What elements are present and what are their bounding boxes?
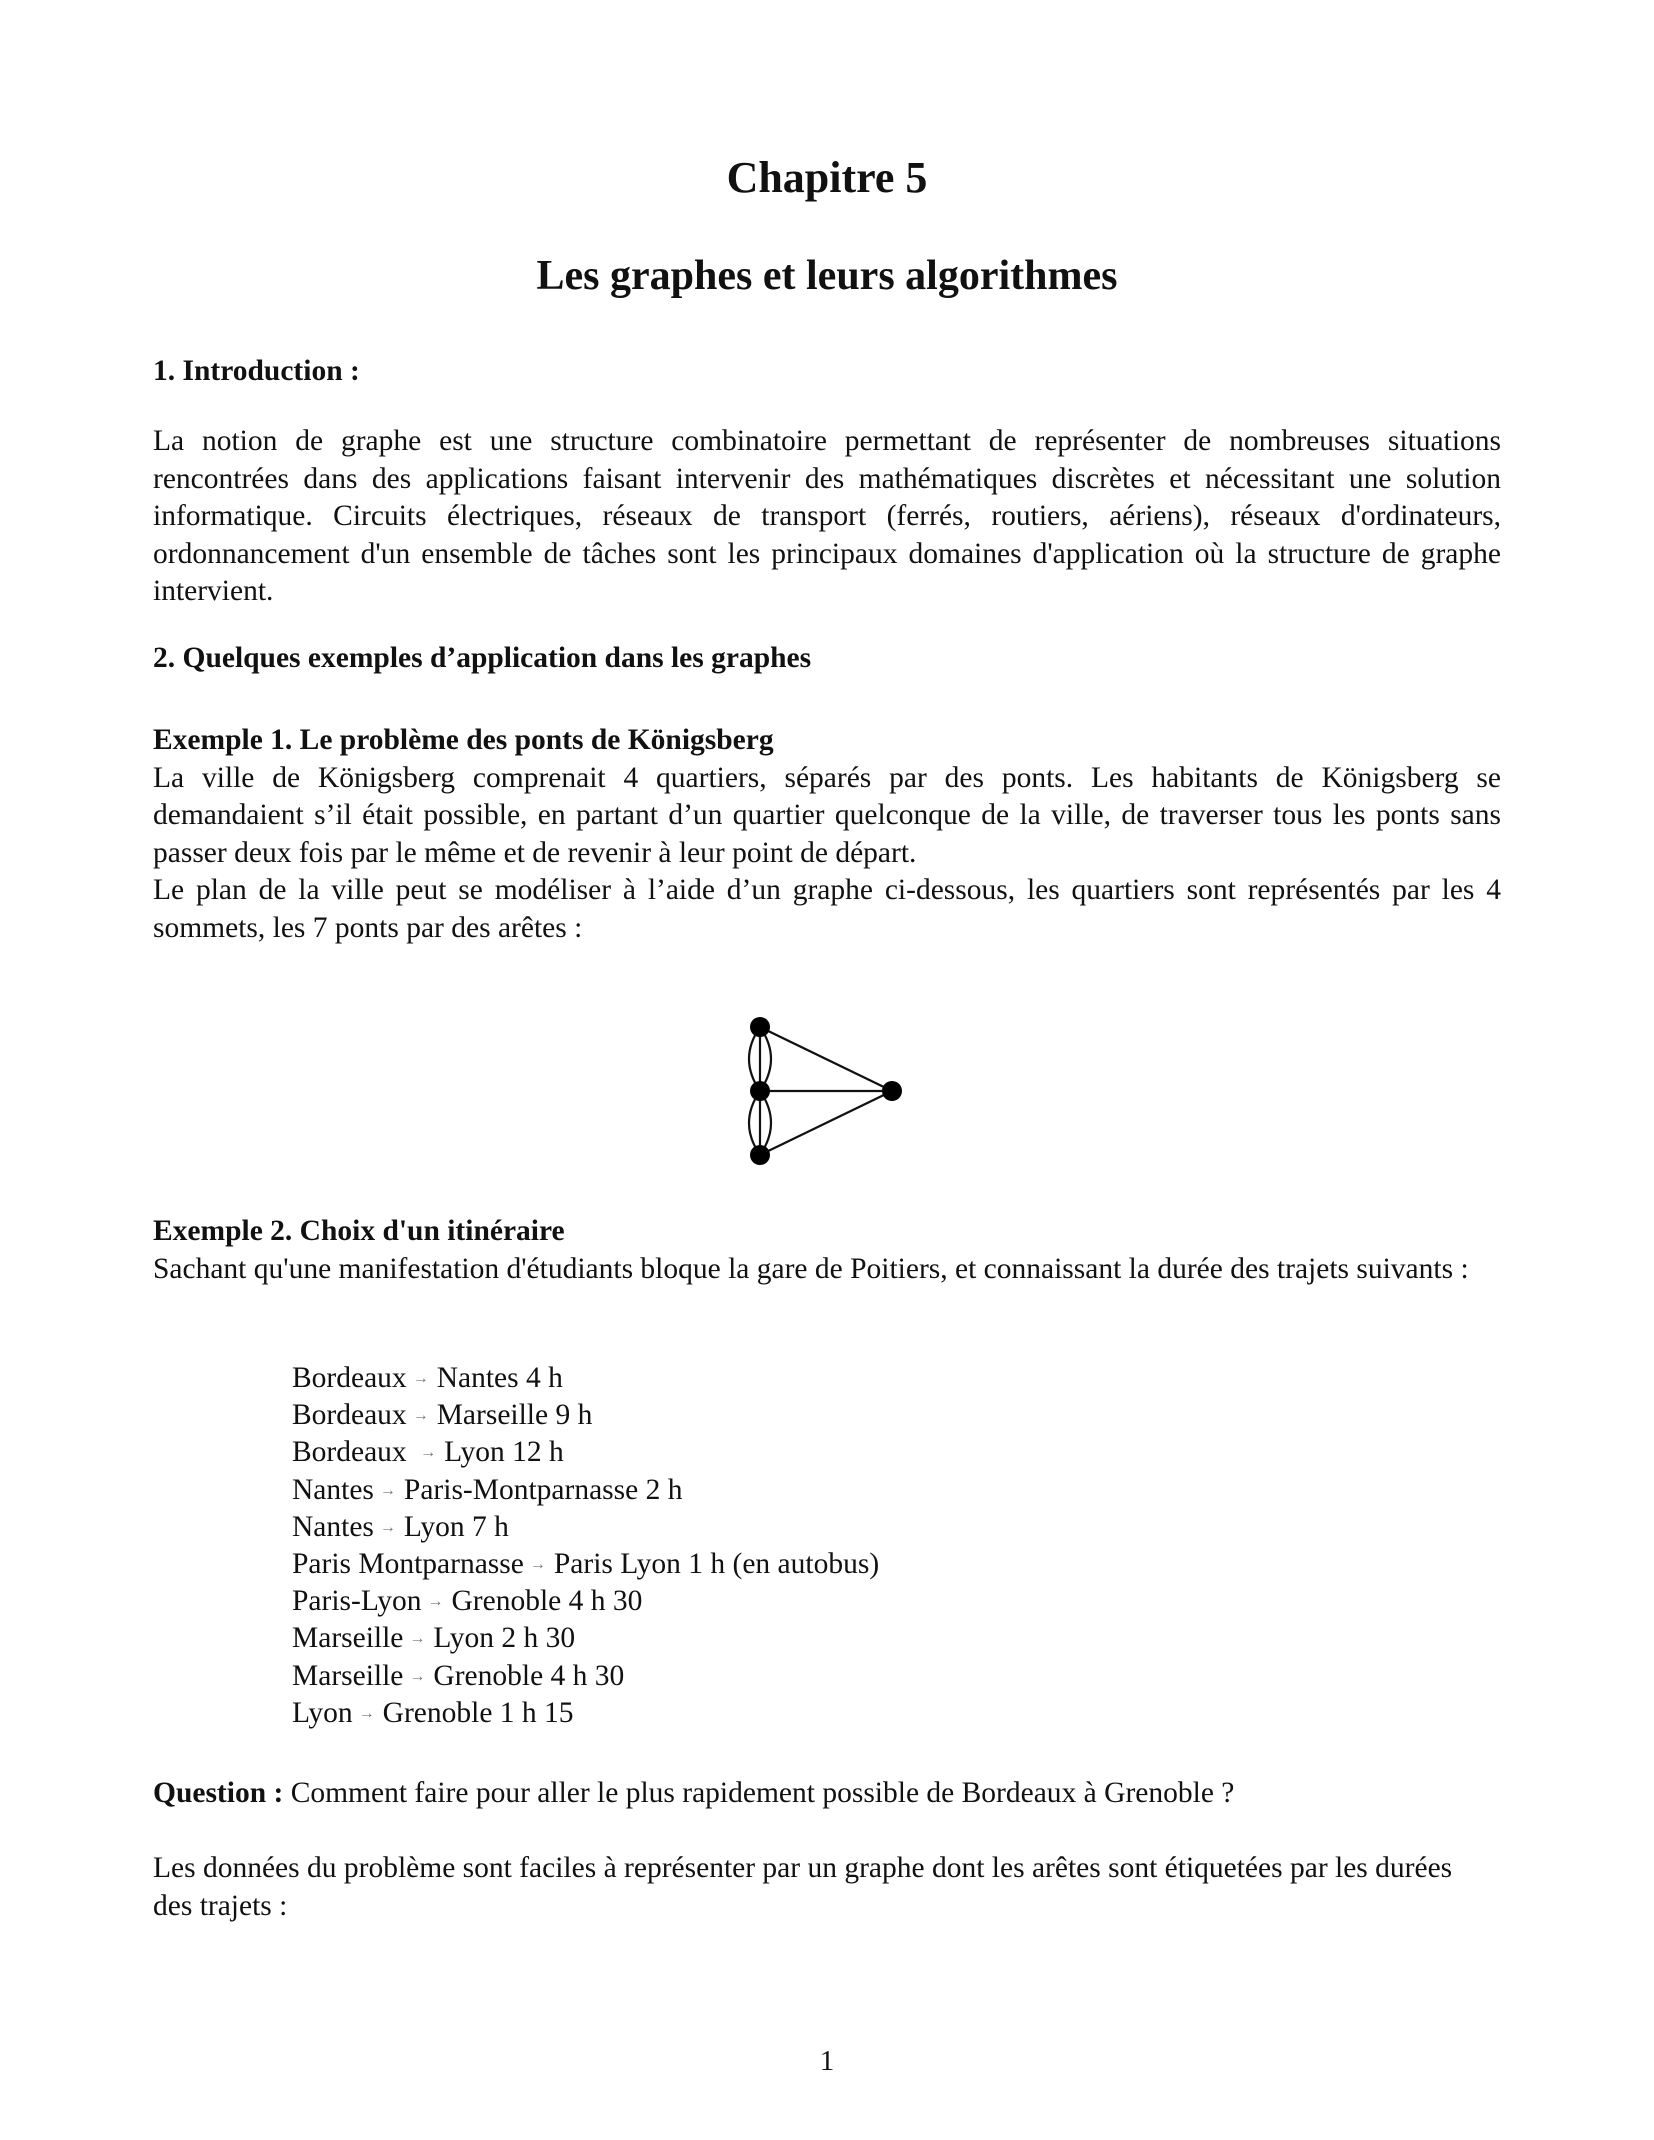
graph-vertex [882,1081,902,1101]
example-1-block [153,722,1501,947]
intro-block [153,423,1501,611]
graph-edge [760,1091,892,1155]
arrow-icon: → [379,1518,396,1536]
route-to: Lyon 12 h [444,1436,564,1469]
graph-vertex [750,1081,770,1101]
graph-edge [760,1027,892,1091]
question-block [153,1775,1501,1813]
route-to: Lyon 7 h [403,1510,509,1543]
route-item [292,1583,879,1620]
route-item [292,1472,879,1509]
section-1-heading: 1. Introduction : [153,355,360,387]
route-from: Bordeaux [292,1362,407,1394]
konigsberg-graph [720,1005,920,1180]
route-item [292,1620,879,1657]
route-from: Paris Montparnasse [292,1548,524,1581]
arrow-icon: → [427,1593,444,1611]
route-item [292,1360,879,1397]
section-2-heading: 2. Quelques exemples d’application dans les graphes [153,642,812,674]
route-item [292,1397,879,1434]
question-text: Comment faire pour aller le plus rapidement possible de Bordeaux à Grenoble ? [283,1777,1235,1809]
route-from: Bordeaux [292,1436,415,1469]
route-from: Lyon [292,1696,353,1729]
route-to: Grenoble 4 h 30 [433,1659,625,1692]
arrow-icon: → [409,1667,426,1685]
route-from: Nantes [292,1510,374,1543]
chapter-heading: Chapitre 5 [726,153,928,202]
arrow-icon: → [379,1481,396,1499]
route-item [292,1434,879,1471]
example-2-heading: Exemple 2. Choix d'un itinéraire [153,1215,565,1247]
route-to: Grenoble 4 h 30 [451,1585,643,1618]
route-from: Nantes [292,1473,374,1506]
route-item [292,1695,879,1732]
page-number: 1 [819,2045,835,2077]
route-from: Paris-Lyon [292,1585,422,1618]
graph-vertex [750,1017,770,1037]
chapter-title: Les graphes et leurs algorithmes [536,253,1118,299]
arrow-icon: → [529,1556,546,1574]
data-paragraph: Les données du problème sont faciles à représenter par un graphe dont les arêtes sont étiquetées par les durées des trajets : [153,1852,1453,1922]
question-label: Question : [153,1777,284,1809]
graph-vertex [750,1145,770,1165]
route-to: Nantes 4 h [436,1362,563,1394]
route-to: Lyon 2 h 30 [433,1622,576,1655]
route-to: Marseille 9 h [436,1399,593,1432]
example-1-heading: Exemple 1. Le problème des ponts de Königsberg [153,724,774,756]
example-2-paragraph: Sachant qu'une manifestation d'étudiants bloque la gare de Poitiers, et connaissant la durée des trajets suivants : [153,1252,1469,1285]
route-to: Grenoble 1 h 15 [382,1696,574,1729]
example-2-block [153,1213,1501,1288]
arrow-icon: → [409,1630,426,1648]
arrow-icon: → [412,1370,429,1387]
route-item [292,1509,879,1546]
example-1-paragraph-2: Le plan de la ville peut se modéliser à l’aide d’un graphe ci-dessous, les quartiers sont représentés par les 4 sommets, les 7 ponts par des arêtes : [153,874,1501,944]
arrow-icon: → [412,1407,429,1425]
example-1-paragraph-1: La ville de Königsberg comprenait 4 quartiers, séparés par des ponts. Les habitants de Königsberg se demandaient s’il était possible, en partant d’un quartier quelconque de la ville, de traverser tous les ponts sans passer deux fois par le même et de revenir à leur point de départ. [153,761,1501,869]
route-from: Marseille [292,1659,404,1692]
intro-paragraph: La notion de graphe est une structure combinatoire permettant de représenter de nombreuses situations rencontrées dans des applications faisant intervenir des mathématiques discrètes et nécessitant une solution informatique. Circuits électriques, réseaux de transport (ferrés, routiers, aériens), réseaux d'ordinateurs, ordonnancement d'un ensemble de tâches sont les principaux domaines d'application où la structure de graphe intervient. [153,425,1501,607]
route-to: Paris Lyon 1 h (en autobus) [553,1548,880,1581]
arrow-icon: → [358,1704,375,1722]
route-item [292,1546,879,1583]
route-item [292,1658,879,1695]
arrow-icon: → [420,1444,437,1462]
route-from: Marseille [292,1622,404,1655]
routes-list [292,1360,879,1732]
route-to: Paris-Montparnasse 2 h [403,1473,683,1506]
route-from: Bordeaux [292,1399,407,1432]
